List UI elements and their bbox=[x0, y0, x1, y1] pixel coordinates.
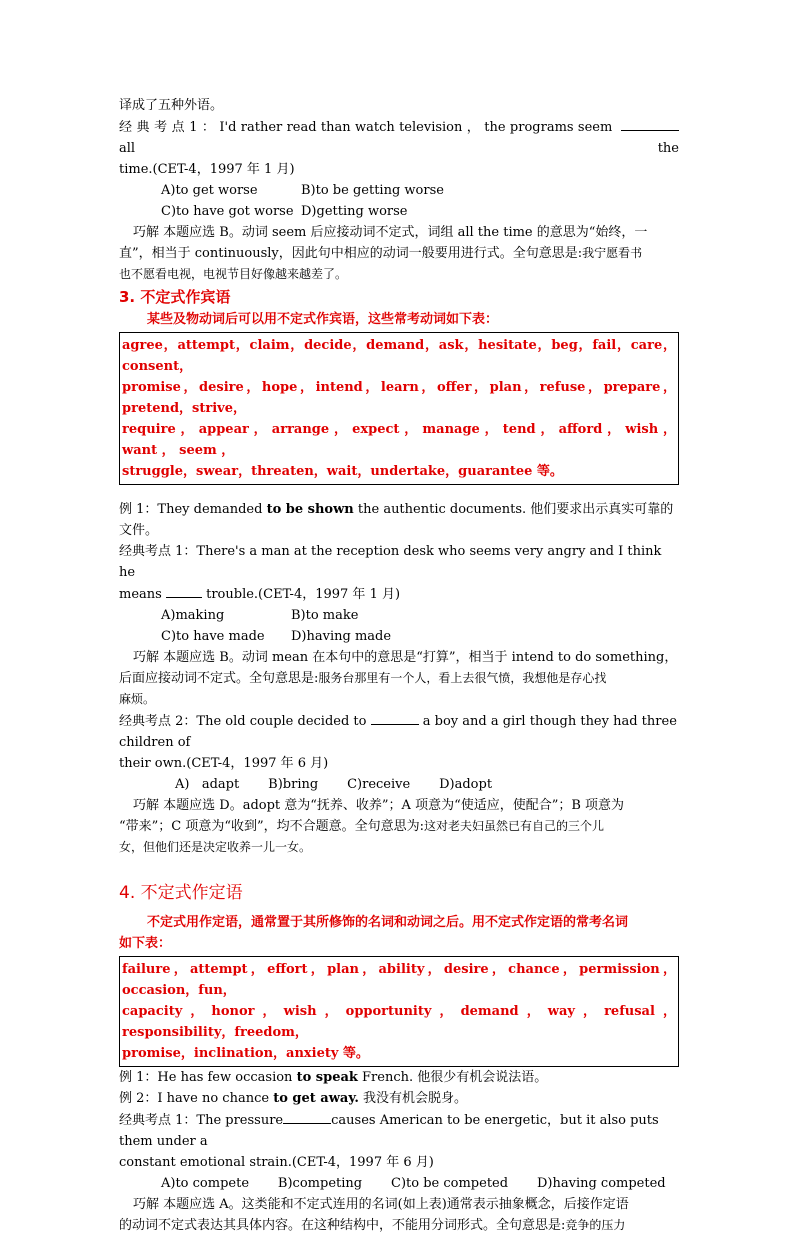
explanation-line: 麻烦。 bbox=[119, 692, 156, 706]
explanation-line: 后面应接动词不定式。全句意思是:服务台那里有一个人，看上去很气愤，我想他是存心找 bbox=[119, 671, 607, 686]
options-row: A)to get worse B)to be getting worse bbox=[161, 183, 444, 198]
options-row: C)to have made D)having made bbox=[161, 629, 392, 644]
explanation-line: 巧解 本题应选 B。动词 seem 后应接动词不定式，词组 all the time 的意思为“始终，一 bbox=[133, 225, 648, 240]
exam-point-line: means trouble.(CET-4，1997 年 1 月) bbox=[119, 583, 679, 605]
options-row: A) adapt B)bring C)receive D)adopt bbox=[175, 777, 493, 792]
verb-list-line: agree，attempt，claim，decide，demand，ask，hesitate，beg，fail，care，consent， bbox=[122, 338, 676, 374]
explanation-line: 女，但他们还是决定收养一儿一女。 bbox=[119, 840, 312, 854]
explanation-line: “带来”；C 项意为“收到”，均不合题意。全句意思为:这对老夫妇虽然已有自己的三个儿 bbox=[119, 819, 605, 834]
exam-point-line: 经典考点 2：The old couple decided to a boy and a girl though they had three children of bbox=[119, 710, 679, 753]
section-intro: 如下表： bbox=[119, 936, 172, 951]
answer-blank bbox=[283, 1109, 331, 1124]
example-line: 例 1：They demanded to be shown the authentic documents. 他们要求出示真实可靠的文件。 bbox=[119, 502, 674, 538]
paragraph-continuation: 译成了五种外语。 bbox=[119, 98, 224, 113]
exam-point-line: 经典考点 1：There's a man at the reception desk who seems very angry and I think he bbox=[119, 544, 662, 580]
explanation-line: 也不愿看电视，电视节目好像越来越差了。 bbox=[119, 267, 348, 281]
explanation-line: 巧解 本题应选 B。动词 mean 在本句中的意思是“打算”，相当于 intend to do something， bbox=[133, 650, 678, 665]
section-intro: 不定式用作定语，通常置于其所修饰的名词和动词之后。用不定式作定语的常考名词 bbox=[147, 915, 629, 930]
verb-list-line: struggle，swear，threaten，wait，undertake，guarantee 等。 bbox=[122, 464, 563, 479]
explanation-line: 的动词不定式表达其具体内容。在这种结构中，不能用分词形式。全句意思是:竞争的压力 bbox=[119, 1218, 626, 1233]
document-page bbox=[119, 95, 679, 1236]
options-row: C)to have got worse D)getting worse bbox=[161, 204, 408, 219]
exam-point-line: 经典考点 1：The pressure causes American to be energetic，but it also puts them under a bbox=[119, 1109, 679, 1152]
explanation-line: 巧解 本题应选 A。这类能和不定式连用的名词(如上表)通常表示抽象概念，后接作定语 bbox=[133, 1197, 629, 1212]
exam-point-line: 经 典 考 点 1 ： I'd rather read than watch television ， the programs seem all the bbox=[119, 116, 679, 159]
options-row: A)to compete B)competing C)to be competed D)having competed bbox=[161, 1176, 666, 1191]
answer-blank bbox=[621, 116, 679, 131]
section-heading-4: 4. 不定式作定语 bbox=[119, 883, 243, 903]
exam-point-line: their own.(CET-4，1997 年 6 月) bbox=[119, 756, 329, 771]
answer-blank bbox=[166, 583, 202, 598]
section-heading-3: 3. 不定式作宾语 bbox=[119, 288, 231, 306]
section-intro: 某些及物动词后可以用不定式作宾语，这些常考动词如下表： bbox=[147, 312, 499, 327]
exam-point-line: time.(CET-4，1997 年 1 月) bbox=[119, 162, 295, 177]
exam-point-line: constant emotional strain.(CET-4，1997 年 6 月) bbox=[119, 1155, 434, 1170]
verb-list-line: require ， appear ， arrange ， expect ， manage ， tend ， afford ， wish ， want ， seem ， bbox=[122, 422, 676, 458]
noun-list-box bbox=[119, 956, 679, 1067]
explanation-line: 直”，相当于 continuously，因此句中相应的动词一般要用进行式。全句意思是:我宁愿看书 bbox=[119, 246, 643, 261]
noun-list-line: failure，attempt，effort，plan，ability，desire，chance，permission，occasion，fun， bbox=[122, 962, 676, 998]
example-line: 例 1：He has few occasion to speak French. 他很少有机会说法语。 bbox=[119, 1070, 548, 1085]
verb-list-line: promise，desire，hope，intend，learn，offer，plan，refuse，prepare，pretend，strive， bbox=[122, 380, 676, 416]
answer-blank bbox=[371, 710, 419, 725]
example-line: 例 2：I have no chance to get away. 我没有机会脱身。 bbox=[119, 1091, 468, 1106]
noun-list-line: promise，inclination，anxiety 等。 bbox=[122, 1046, 369, 1061]
options-row: A)making B)to make bbox=[161, 608, 359, 623]
verb-list-box bbox=[119, 332, 679, 485]
explanation-line: 巧解 本题应选 D。adopt 意为“抚养、收养”；A 项意为“使适应，使配合”；B 项意为 bbox=[133, 798, 625, 813]
noun-list-line: capacity，honor，wish，opportunity，demand，way，refusal，responsibility，freedom， bbox=[122, 1004, 676, 1040]
